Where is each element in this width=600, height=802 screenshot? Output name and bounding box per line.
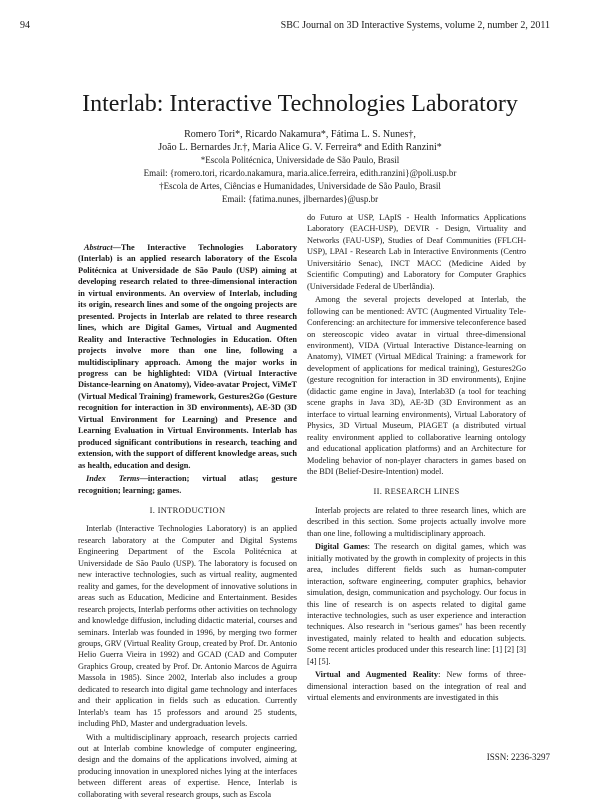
author-line-2: João L. Bernardes Jr.†, Maria Alice G. V. Ferreira* and Edith Ranzini* bbox=[158, 142, 442, 153]
abstract-lead: Abstract— bbox=[84, 243, 121, 252]
heading-initial: I bbox=[157, 504, 161, 515]
section-number: I. bbox=[149, 504, 156, 515]
projects-paragraph: Among the several projects developed at Interlab, the following can be mentioned: AVTC (Augmented Virtuality Tele-Conferencing: an architecture for immersive teleconference based on stereoscopic video avatar in virtual three-dimensional environment), VIDA (Virtual Interactive Distance-learning on Anatomy), VIMET (Virtual MEdical Training: a framework for development of applications for medical training), Gestures2Go (gesture recognition for interaction in 3D environments), Enjine (didactic game engine in Java), Interlab3D (a tool for teaching scene graphs in Java 3D), AE-3D (3D Environment as an interface to virtual learning environments), Virtual Laboratory of Physics, 3D Virtual Museum, PIAGET (a distributed virtual reality environment applied to collaborative learning ontology and educational application platforms) and an Architecture for Modeling behavior of non-player characters in games based on the BDI (Belief-Desire-Intention) model. bbox=[307, 295, 526, 476]
index-terms-lead: Index Terms— bbox=[86, 474, 148, 484]
author-block bbox=[0, 128, 600, 206]
digital-games-text: : The research on digital games, which was initially motivated by the growth in complexity of projects in this area, includes different fields such as human-computer interaction, software engineering, computer graphics, behavior simulation, design, communication and psychology. Our focus in this line of research is on aspects related to digital game interactive technologies, such as user experience and interaction techniques. Also research in "serious games" has been recently investigated, mainly related to health and education subjects. Some recent articles produced under this research line: [1] [2] [3] [4] [5]. bbox=[307, 542, 526, 666]
left-column bbox=[78, 242, 297, 802]
heading-rest: NTRODUCTION bbox=[160, 504, 226, 515]
paper-title: Interlab: Interactive Technologies Laboratory bbox=[82, 91, 518, 117]
intro-paragraph-2: With a multidisciplinary approach, research projects carried out at Interlab combine knowledge of computer engineering, design and the domains of the applications involved, aiming at producing innovation in unexplored niches lying at the interfaces between different areas of expertise. Hence, Interlab is collaborating with several research groups, such as Escola bbox=[78, 732, 297, 799]
vr-ar-text: : New forms of three-dimensional interaction based on the integration of real and virtual elements and environments are investigated in this bbox=[307, 670, 526, 703]
email-1: Email: {romero.tori, ricardo.nakamura, maria.alice.ferreira, edith.ranzini}@poli.usp.br bbox=[143, 168, 457, 178]
abstract-text: The Interactive Technologies Laboratory (Interlab) is an applied research laboratory of the Escola Politécnica at Universidade de São Paulo (USP) aiming at developing research related to three-dimensional interaction in virtual environments. An overview of Interlab, including its origin, research lines and some of the ongoing projects are presented. Projects in Interlab are related to three research lines, which are Digital Games, Virtual and Augmented Reality and Interactive Technologies in Education. Often projects involve more than one line, following a multidisciplinary approach. Among the major works in progress can be highlighted: VIDA (Virtual Interactive Distance-learning on Anatomy), Video-avatar Project, ViMeT (Virtual Medical Training) framework, Gestures2Go (Gesture recognition for interaction in 3D environments), AE-3D (3D Virtual Environment for Learning) and Presence and Learning Evaluation in Virtual Environments. Interlab has produced significant contributions in research, teaching and extension, with the support of different knowledge areas, such as health, education and design. bbox=[78, 243, 297, 470]
right-column bbox=[307, 212, 526, 706]
intro-paragraph-1: Interlab (Interactive Technologies Laboratory) is an applied research laboratory at the Computer and Digital Systems Engineering Department of the Escola Politécnica at Universidade de São Paulo (USP). The laboratory is focused on new interactive technologies, such as virtual reality, augmented reality and games, for the development of innovative solutions in areas such as Education, Medicine and Entertainment. Besides research projects, Interlab performs other activities on technology and knowledge diffusion, including didactic material, courses and seminars. Interlab was founded in 1996, by merging two former groups, GRV (Virtual Reality Group, created by Prof. Dr. Antonio Helio Guerra Vieira in 1992) and GCAD (CAD and Computer Graphics Group, created by Prof. Dr. Antonio Marcos de Aguirra Massola in 1985). Since 2002, Interlab also includes a group dedicated to research into digital game technology and interfaces and their application in fields such as education. Currently Interlab's team has 15 professors and around 25 students, including PhD, Master and undergraduation levels. bbox=[78, 524, 297, 729]
affiliation-2: †Escola de Artes, Ciências e Humanidades, Universidade de São Paulo, Brasil bbox=[159, 181, 441, 191]
index-terms-text: interaction; virtual atlas; gesture recognition; learning; games. bbox=[78, 474, 298, 495]
digital-games-paragraph bbox=[307, 541, 526, 667]
vr-ar-paragraph bbox=[307, 669, 526, 703]
author-line-1: Romero Tori*, Ricardo Nakamura*, Fátima L. S. Nunes†, bbox=[184, 129, 416, 140]
research-lines-paragraph: Interlab projects are related to three research lines, which are described in this section. Some projects actually involve more than one line, following a multidisciplinary approach. bbox=[307, 505, 526, 538]
email-2: Email: {fatima.nunes, jlbernardes}@usp.br bbox=[221, 194, 379, 204]
digital-games-lead: Digital Games bbox=[315, 542, 368, 552]
heading-rest: ESEARCH bbox=[390, 486, 434, 497]
page-number: 94 bbox=[20, 20, 30, 31]
heading-rest-2: INES bbox=[439, 486, 460, 497]
abstract bbox=[78, 242, 297, 471]
heading-initial: R bbox=[384, 486, 391, 497]
section-number: II. bbox=[373, 486, 383, 497]
section-heading-introduction bbox=[78, 505, 297, 516]
index-terms bbox=[78, 473, 297, 496]
journal-header: SBC Journal on 3D Interactive Systems, volume 2, number 2, 2011 bbox=[280, 20, 550, 31]
heading-initial-2: L bbox=[433, 486, 440, 497]
vr-ar-lead: Virtual and Augmented Reality bbox=[315, 670, 439, 680]
issn-footer: ISSN: 2236-3297 bbox=[486, 752, 550, 762]
intro-paragraph-continued: do Futuro at USP, LApIS - Health Informatics Applications Laboratory (EACH-USP), DEVIR - Design, Virtuality and Networks (FAU-USP), Studies of Deaf Communities (FFLCH-USP), LPAI - Research Lab in Interactive Environments (Centro Universitário Senac), INCT MACC (Medicine Aided by Scientific Computing) and Laboratory for Computer Graphics (Universidade Federal de Uberlândia). bbox=[307, 213, 526, 291]
affiliation-1: *Escola Politécnica, Universidade de São Paulo, Brasil bbox=[200, 155, 400, 165]
section-heading-research-lines bbox=[307, 486, 526, 497]
